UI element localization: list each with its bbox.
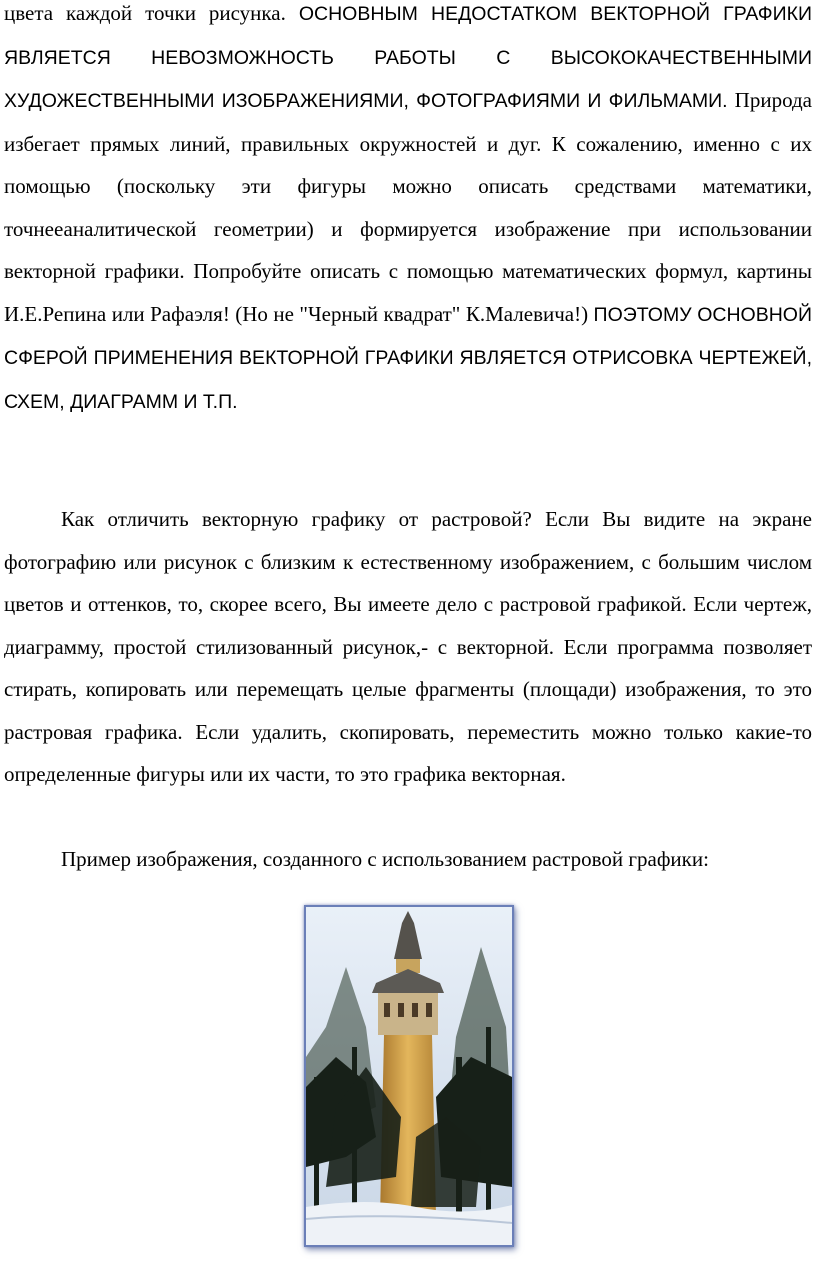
paragraph-raster-example-caption: Пример изображения, созданного с использованием растровой графики: [61,847,709,871]
paragraph-middle-text: Природа избегает прямых линий, правильных окружностей и дуг. К сожалению, именно с их помощью (поскольку эти фигуры можно описать средствами математики, точнееаналитической геометрии) и формируется изображение при использовании векторной графики. Попробуйте описать с помощью математических формул, картины И.Е.Репина или Рафаэля! (Но не "Черный квадрат" К.Малевича!) [4,88,812,326]
water-tower-photo [304,905,514,1247]
emphasis-caps-application: ПОЭТОМУ ОСНОВНОЙ СФЕРОЙ ПРИМЕНЕНИЯ ВЕКТОРНОЙ ГРАФИКИ ЯВЛЯЕТСЯ ОТРИСОВКА ЧЕРТЕЖЕЙ, СХЕМ, ДИАГРАММ И Т.П. [4,303,812,413]
paragraph-vector-drawbacks [4,0,812,423]
water-tower-illustration [306,907,512,1245]
paragraph-distinguish-graphics: Как отличить векторную графику от растровой? Если Вы видите на экране фотографию или рисунок с близким к естественному изображением, с большим числом цветов и оттенков, то, скорее всего, Вы имеете дело с растровой графикой. Если чертеж, диаграмму, простой стилизованный рисунок,- с векторной. Если программа позволяет стирать, копировать или перемещать целые фрагменты (площади) изображения, то это растровая графика. Если удалить, скопировать, переместить можно только какие-то определенные фигуры или их части, то это графика векторная. [4,507,812,786]
paragraph-lead-text: цвета каждой точки рисунка. [4,1,299,25]
emphasis-caps-drawback: ОСНОВНЫМ НЕДОСТАТКОМ ВЕКТОРНОЙ ГРАФИКИ ЯВЛЯЕТСЯ НЕВОЗМОЖНОСТЬ РАБОТЫ С ВЫСОКОКАЧЕСТВЕННЫМИ ХУДОЖЕСТВЕННЫМИ ИЗОБРАЖЕНИЯМИ, ФОТОГРАФИЯМИ И ФИЛЬМАМИ. [4,3,812,112]
